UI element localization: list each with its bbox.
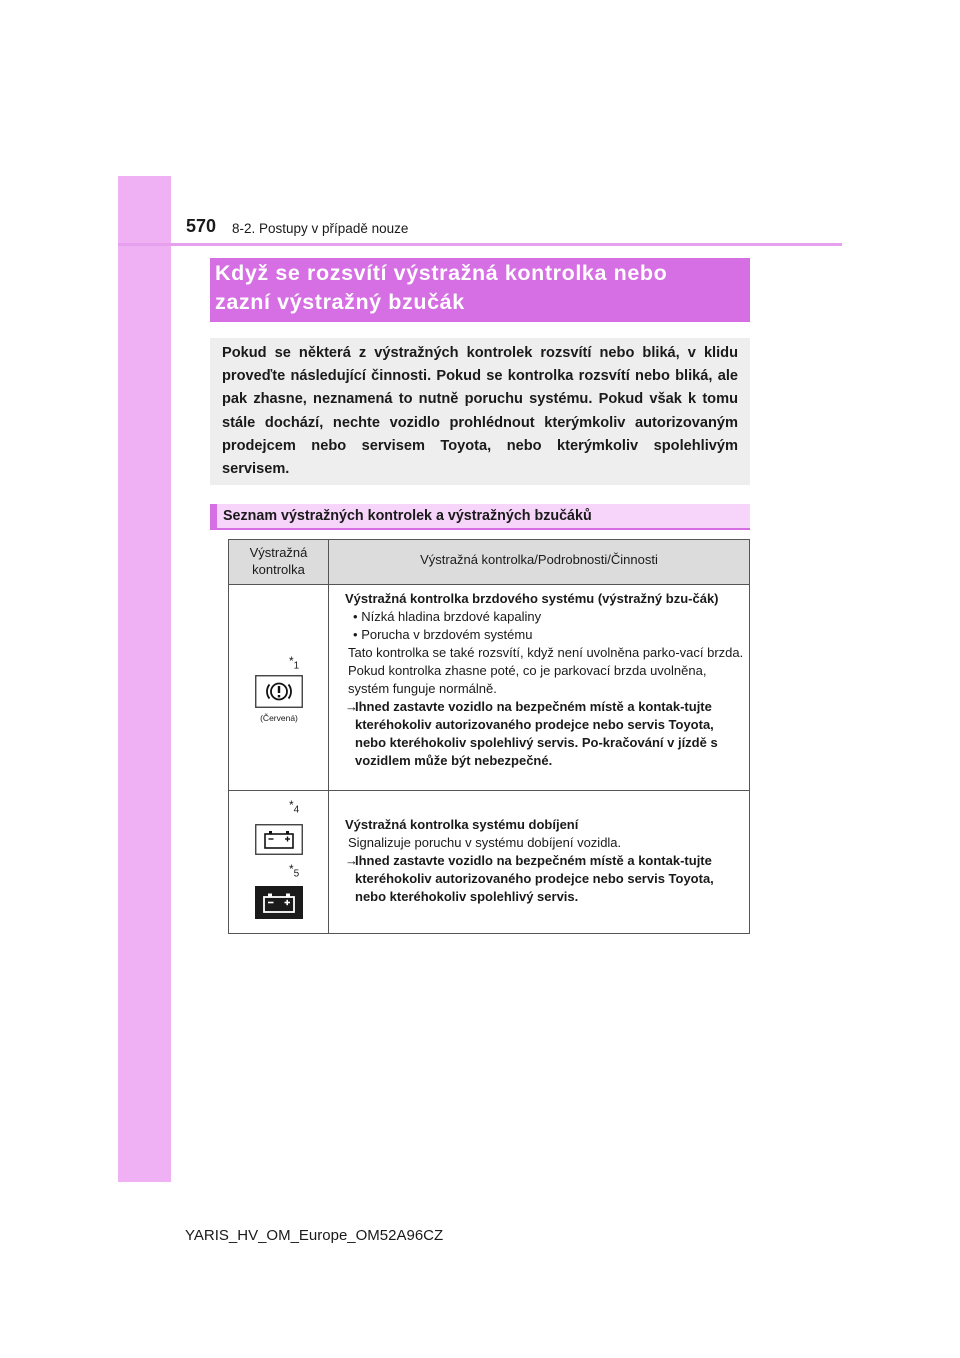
chapter-title: 8-2. Postupy v případě nouze xyxy=(232,221,409,236)
page-title-line1: Když se rozsvítí výstražná kontrolka nebo xyxy=(215,261,668,285)
row1-title: Výstražná kontrolka brzdového systému (výstražný bzu-čák) xyxy=(345,591,719,606)
section-heading: Seznam výstražných kontrolek a výstražných bzučáků xyxy=(223,508,592,524)
page-title-line2: zazní výstražný bzučák xyxy=(215,290,465,314)
row2-description xyxy=(345,816,745,906)
chapter-sidebar xyxy=(118,176,171,1182)
row2-title: Výstražná kontrolka systému dobíjení xyxy=(345,817,579,832)
brake-warning-icon xyxy=(255,675,303,713)
header-rule xyxy=(118,243,842,246)
row1-bullet-1: • Nízká hladina brzdové kapaliny xyxy=(353,609,542,624)
row1-action: → Ihned zastavte vozidlo na bezpečném místě a kontak-tujte kteréhokoliv autorizovaného prodejce nebo servis Toyota, nebo kteréhokoliv spolehlivý servis. Po-kračování v jízdě s vozidlem může být nebezpečné. xyxy=(345,699,718,768)
footnote-marker: $*_4$ xyxy=(289,798,300,816)
page-number: 570 xyxy=(186,216,217,236)
document-footer: YARIS_HV_OM_Europe_OM52A96CZ xyxy=(185,1227,444,1244)
icon-color-caption: (Červená) xyxy=(260,713,298,723)
table-row-divider xyxy=(228,790,750,791)
battery-charge-icon xyxy=(255,886,303,924)
intro-text: Pokud se některá z výstražných kontrolek rozsvítí nebo bliká, v klidu proveďte následující činnosti. Pokud se kontrolka rozsvítí nebo bliká, ale pak zhasne, neznamená to nutně poruchu systému. Pokud však k tomu stále dochází, nechte vozidlo prohlédnout kterýmkoliv autorizovaným prodejcem nebo servisem Toyota, nebo kterýmkoliv spolehlivým servisem. xyxy=(222,345,738,478)
row1-note: Tato kontrolka se také rozsvítí, když není uvolněna parko-vací brzda. Pokud kontrolka zhasne poté, co je parkovací brzda uvolněna, systém funguje normálně. xyxy=(348,645,744,696)
table-header-col2: Výstražná kontrolka/Podrobnosti/Činnosti xyxy=(420,552,658,567)
row2-note: Signalizuje poruchu v systému dobíjení vozidla. xyxy=(348,835,622,850)
page-title xyxy=(215,259,745,317)
row1-description xyxy=(345,590,745,770)
section-heading-rule xyxy=(210,528,750,530)
table-header-col1: Výstražná kontrolka xyxy=(249,545,308,577)
section-heading-accent xyxy=(210,504,217,530)
row2-action: → Ihned zastavte vozidlo na bezpečném místě a kontak-tujte kteréhokoliv autorizovaného prodejce nebo servis Toyota, nebo kteréhokoliv spolehlivý servis. xyxy=(345,853,714,904)
footnote-marker: $*_5$ xyxy=(289,862,300,880)
battery-charge-icon xyxy=(255,824,303,860)
table-column-divider xyxy=(328,539,329,934)
row1-bullet-2: • Porucha v brzdovém systému xyxy=(353,627,533,642)
footnote-marker: $*_1$ xyxy=(289,654,300,672)
